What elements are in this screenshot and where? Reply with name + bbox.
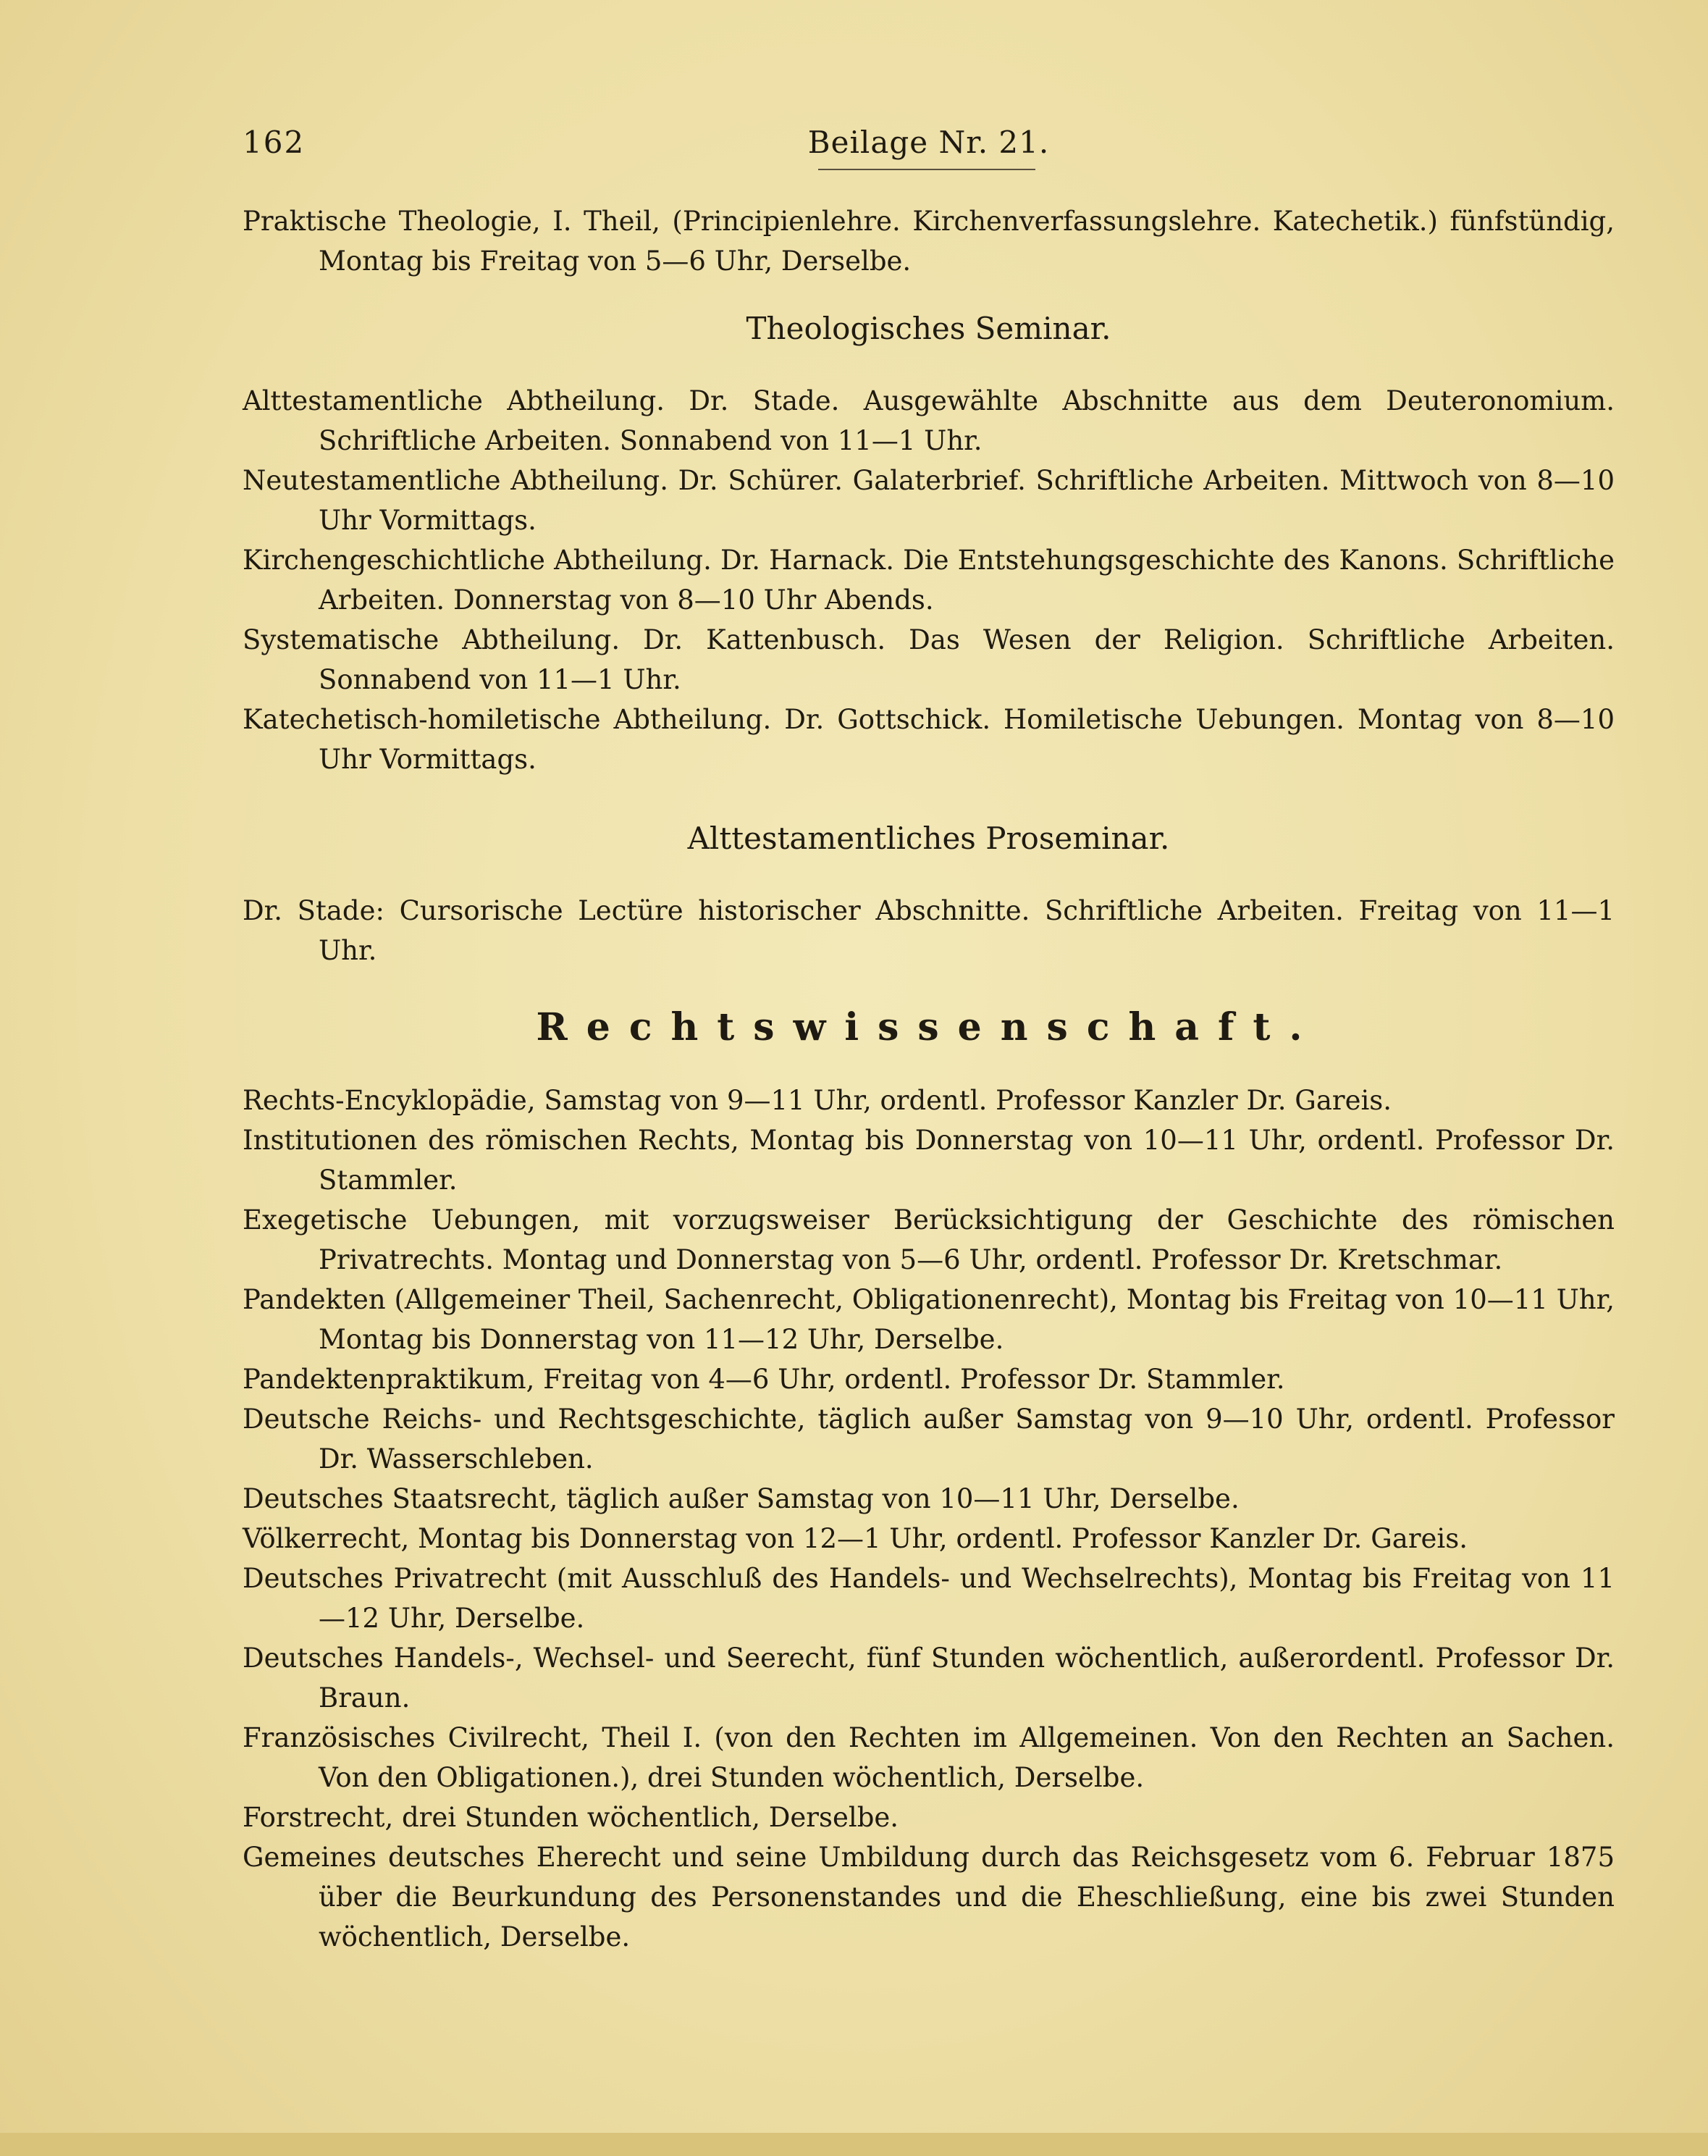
- page-bottom-edge: [0, 2133, 1708, 2156]
- page-number: 162: [243, 125, 306, 160]
- law-item: Deutsches Staatsrecht, täglich außer Samstag von 10—11 Uhr, Derselbe.: [243, 1483, 1240, 1514]
- seminar-item: Katechetisch-homiletische Abtheilung. Dr. Gottschick. Homiletische Uebungen. Montag von 8—10 Uhr Vormittags.: [243, 704, 1615, 775]
- seminar-heading: Theologisches Seminar.: [746, 311, 1111, 346]
- running-title: Beilage Nr. 21.: [807, 125, 1050, 160]
- law-item: Exegetische Uebungen, mit vorzugsweiser Berücksichtigung der Geschichte des römischen Privatrechts. Montag und Donnerstag von 5—6 Uhr, ordentl. Professor Dr. Kretschmar.: [243, 1204, 1615, 1275]
- page-header: [243, 125, 1615, 168]
- proseminar-heading: Alttestamentliches Proseminar.: [687, 821, 1170, 856]
- law-item: Deutsches Handels-, Wechsel- und Seerecht, fünf Stunden wöchentlich, außerordentl. Professor Dr. Braun.: [243, 1643, 1615, 1714]
- theology-entry: Praktische Theologie, I. Theil, (Principienlehre. Kirchenverfassungslehre. Katechetik.) fünfstündig, Montag bis Freitag von 5—6 Uhr, Derselbe.: [243, 206, 1615, 277]
- law-item: Deutsche Reichs- und Rechtsgeschichte, täglich außer Samstag von 9—10 Uhr, ordentl. Professor Dr. Wasserschleben.: [243, 1404, 1615, 1475]
- law-item: Pandekten (Allgemeiner Theil, Sachenrecht, Obligationenrecht), Montag bis Freitag von 10—11 Uhr, Montag bis Donnerstag von 11—12 Uhr, Derselbe.: [243, 1284, 1615, 1355]
- law-item: Rechts-Encyklopädie, Samstag von 9—11 Uhr, ordentl. Professor Kanzler Dr. Gareis.: [243, 1085, 1392, 1116]
- law-item: Forstrecht, drei Stunden wöchentlich, Derselbe.: [243, 1802, 899, 1833]
- page-content: [243, 201, 1615, 1957]
- law-item: Französisches Civilrecht, Theil I. (von den Rechten im Allgemeinen. Von den Rechten an Sachen. Von den Obligationen.), drei Stunden wöchentlich, Derselbe.: [243, 1722, 1615, 1793]
- seminar-item: Systematische Abtheilung. Dr. Kattenbusch. Das Wesen der Religion. Schriftliche Arbeiten. Sonnabend von 11—1 Uhr.: [243, 624, 1615, 695]
- proseminar-entry: Dr. Stade: Cursorische Lectüre historischer Abschnitte. Schriftliche Arbeiten. Freitag von 11—1 Uhr.: [243, 895, 1615, 966]
- law-item: Institutionen des römischen Rechts, Montag bis Donnerstag von 10—11 Uhr, ordentl. Professor Dr. Stammler.: [243, 1125, 1615, 1196]
- seminar-item: Neutestamentliche Abtheilung. Dr. Schürer. Galaterbrief. Schriftliche Arbeiten. Mittwoch von 8—10 Uhr Vormittags.: [243, 465, 1615, 536]
- seminar-item: Alttestamentliche Abtheilung. Dr. Stade. Ausgewählte Abschnitte aus dem Deuteronomium. Schriftliche Arbeiten. Sonnabend von 11—1 Uhr.: [243, 385, 1615, 456]
- law-heading: Rechtswissenschaft.: [536, 1005, 1321, 1049]
- seminar-item: Kirchengeschichtliche Abtheilung. Dr. Harnack. Die Entstehungsgeschichte des Kanons. Schriftliche Arbeiten. Donnerstag von 8—10 Uhr Abends.: [243, 545, 1615, 616]
- header-rule: [818, 169, 1035, 170]
- law-item: Deutsches Privatrecht (mit Ausschluß des Handels- und Wechselrechts), Montag bis Freitag von 11—12 Uhr, Derselbe.: [243, 1563, 1615, 1634]
- law-item: Völkerrecht, Montag bis Donnerstag von 12—1 Uhr, ordentl. Professor Kanzler Dr. Gareis.: [243, 1523, 1468, 1554]
- law-item: Pandektenpraktikum, Freitag von 4—6 Uhr, ordentl. Professor Dr. Stammler.: [243, 1364, 1285, 1395]
- law-item: Gemeines deutsches Eherecht und seine Umbildung durch das Reichsgesetz vom 6. Februar 1875 über die Beurkundung des Personenstandes und die Eheschließung, eine bis zwei Stunden wöchentlich, Derselbe.: [243, 1842, 1615, 1952]
